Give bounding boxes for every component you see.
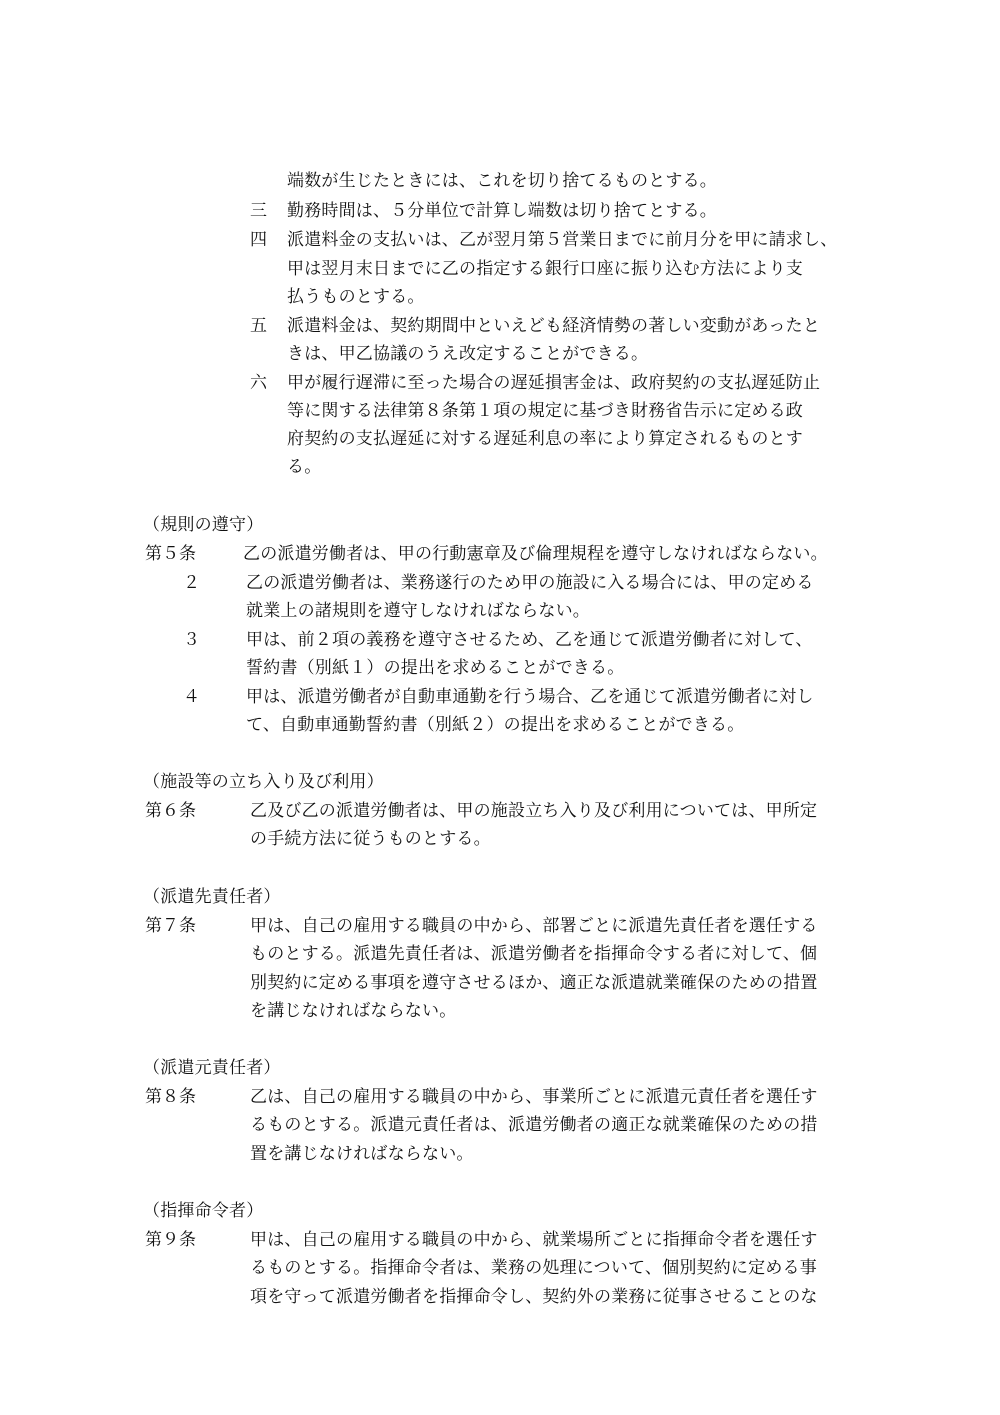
article-number: 第９条 <box>145 1230 196 1250</box>
item-line: 府契約の支払遅延に対する遅延利息の率により算定されるものとす <box>287 429 803 449</box>
item-marker: 三 <box>250 201 267 221</box>
item-marker: 四 <box>250 230 267 250</box>
item-marker: 五 <box>250 316 267 336</box>
paragraph-line: 乙の派遣労働者は、業務遂行のため甲の施設に入る場合には、甲の定める <box>246 573 814 593</box>
item-line: 勤務時間は、５分単位で計算し端数は切り捨てとする。 <box>287 201 717 221</box>
paragraph-number: ２ <box>183 573 200 593</box>
article-line: 甲は、自己の雇用する職員の中から、就業場所ごとに指揮命令者を選任す <box>250 1230 818 1250</box>
article-line: の手続方法に従うものとする。 <box>250 829 491 849</box>
paragraph-line: て、自動車通勤誓約書（別紙２）の提出を求めることができる。 <box>246 715 745 735</box>
article-line: るものとする。派遣元責任者は、派遣労働者の適正な就業確保のための措 <box>250 1115 818 1135</box>
item-line: 端数が生じたときには、これを切り捨てるものとする。 <box>287 171 717 191</box>
article-heading: （派遣先責任者） <box>143 887 281 907</box>
item-line: 甲は翌月末日までに乙の指定する銀行口座に振り込む方法により支 <box>287 259 803 279</box>
paragraph-number: ３ <box>183 630 200 650</box>
item-line: る。 <box>287 457 322 477</box>
item-line: きは、甲乙協議のうえ改定することができる。 <box>287 344 649 364</box>
item-line: 派遣料金は、契約期間中といえども経済情勢の著しい変動があったと <box>287 316 821 336</box>
paragraph-line: 誓約書（別紙１）の提出を求めることができる。 <box>246 658 625 678</box>
article-number: 第８条 <box>145 1087 196 1107</box>
paragraph-line: 甲は、派遣労働者が自動車通勤を行う場合、乙を通じて派遣労働者に対し <box>246 687 814 707</box>
article-heading: （規則の遵守） <box>143 515 264 535</box>
article-line: 置を講じなければならない。 <box>250 1144 474 1164</box>
item-marker: 六 <box>250 373 267 393</box>
paragraph-number: ４ <box>183 687 200 707</box>
article-paragraph: 乙の派遣労働者は、甲の行動憲章及び倫理規程を遵守しなければならない。 <box>243 544 828 564</box>
paragraph-line: 甲は、前２項の義務を遵守させるため、乙を通じて派遣労働者に対して、 <box>246 630 813 650</box>
article-line: 項を守って派遣労働者を指揮命令し、契約外の業務に従事させることのな <box>250 1287 818 1307</box>
article-number: 第６条 <box>145 801 196 821</box>
article-heading: （派遣元責任者） <box>143 1058 281 1078</box>
paragraph-line: 就業上の諸規則を遵守しなければならない。 <box>246 601 590 621</box>
article-line: 乙は、自己の雇用する職員の中から、事業所ごとに派遣元責任者を選任す <box>250 1087 818 1107</box>
article-heading: （施設等の立ち入り及び利用） <box>143 772 384 792</box>
article-line: 乙及び乙の派遣労働者は、甲の施設立ち入り及び利用については、甲所定 <box>250 801 818 821</box>
item-line: 等に関する法律第８条第１項の規定に基づき財務省告示に定める政 <box>287 401 803 421</box>
article-line: 別契約に定める事項を遵守させるほか、適正な派遣就業確保のための措置 <box>250 973 818 993</box>
article-line: ものとする。派遣先責任者は、派遣労働者を指揮命令する者に対して、個 <box>250 944 818 964</box>
item-line: 払うものとする。 <box>287 287 425 307</box>
article-line: を講じなければならない。 <box>250 1001 457 1021</box>
article-heading: （指揮命令者） <box>143 1201 264 1221</box>
article-number: 第７条 <box>145 916 196 936</box>
article-line: 甲は、自己の雇用する職員の中から、部署ごとに派遣先責任者を選任する <box>250 916 818 936</box>
item-line: 甲が履行遅滞に至った場合の遅延損害金は、政府契約の支払遅延防止 <box>287 373 821 393</box>
article-line: るものとする。指揮命令者は、業務の処理について、個別契約に定める事 <box>250 1258 817 1278</box>
article-number: 第５条 <box>145 544 196 564</box>
item-line: 派遣料金の支払いは、乙が翌月第５営業日までに前月分を甲に請求し、 <box>287 230 838 250</box>
